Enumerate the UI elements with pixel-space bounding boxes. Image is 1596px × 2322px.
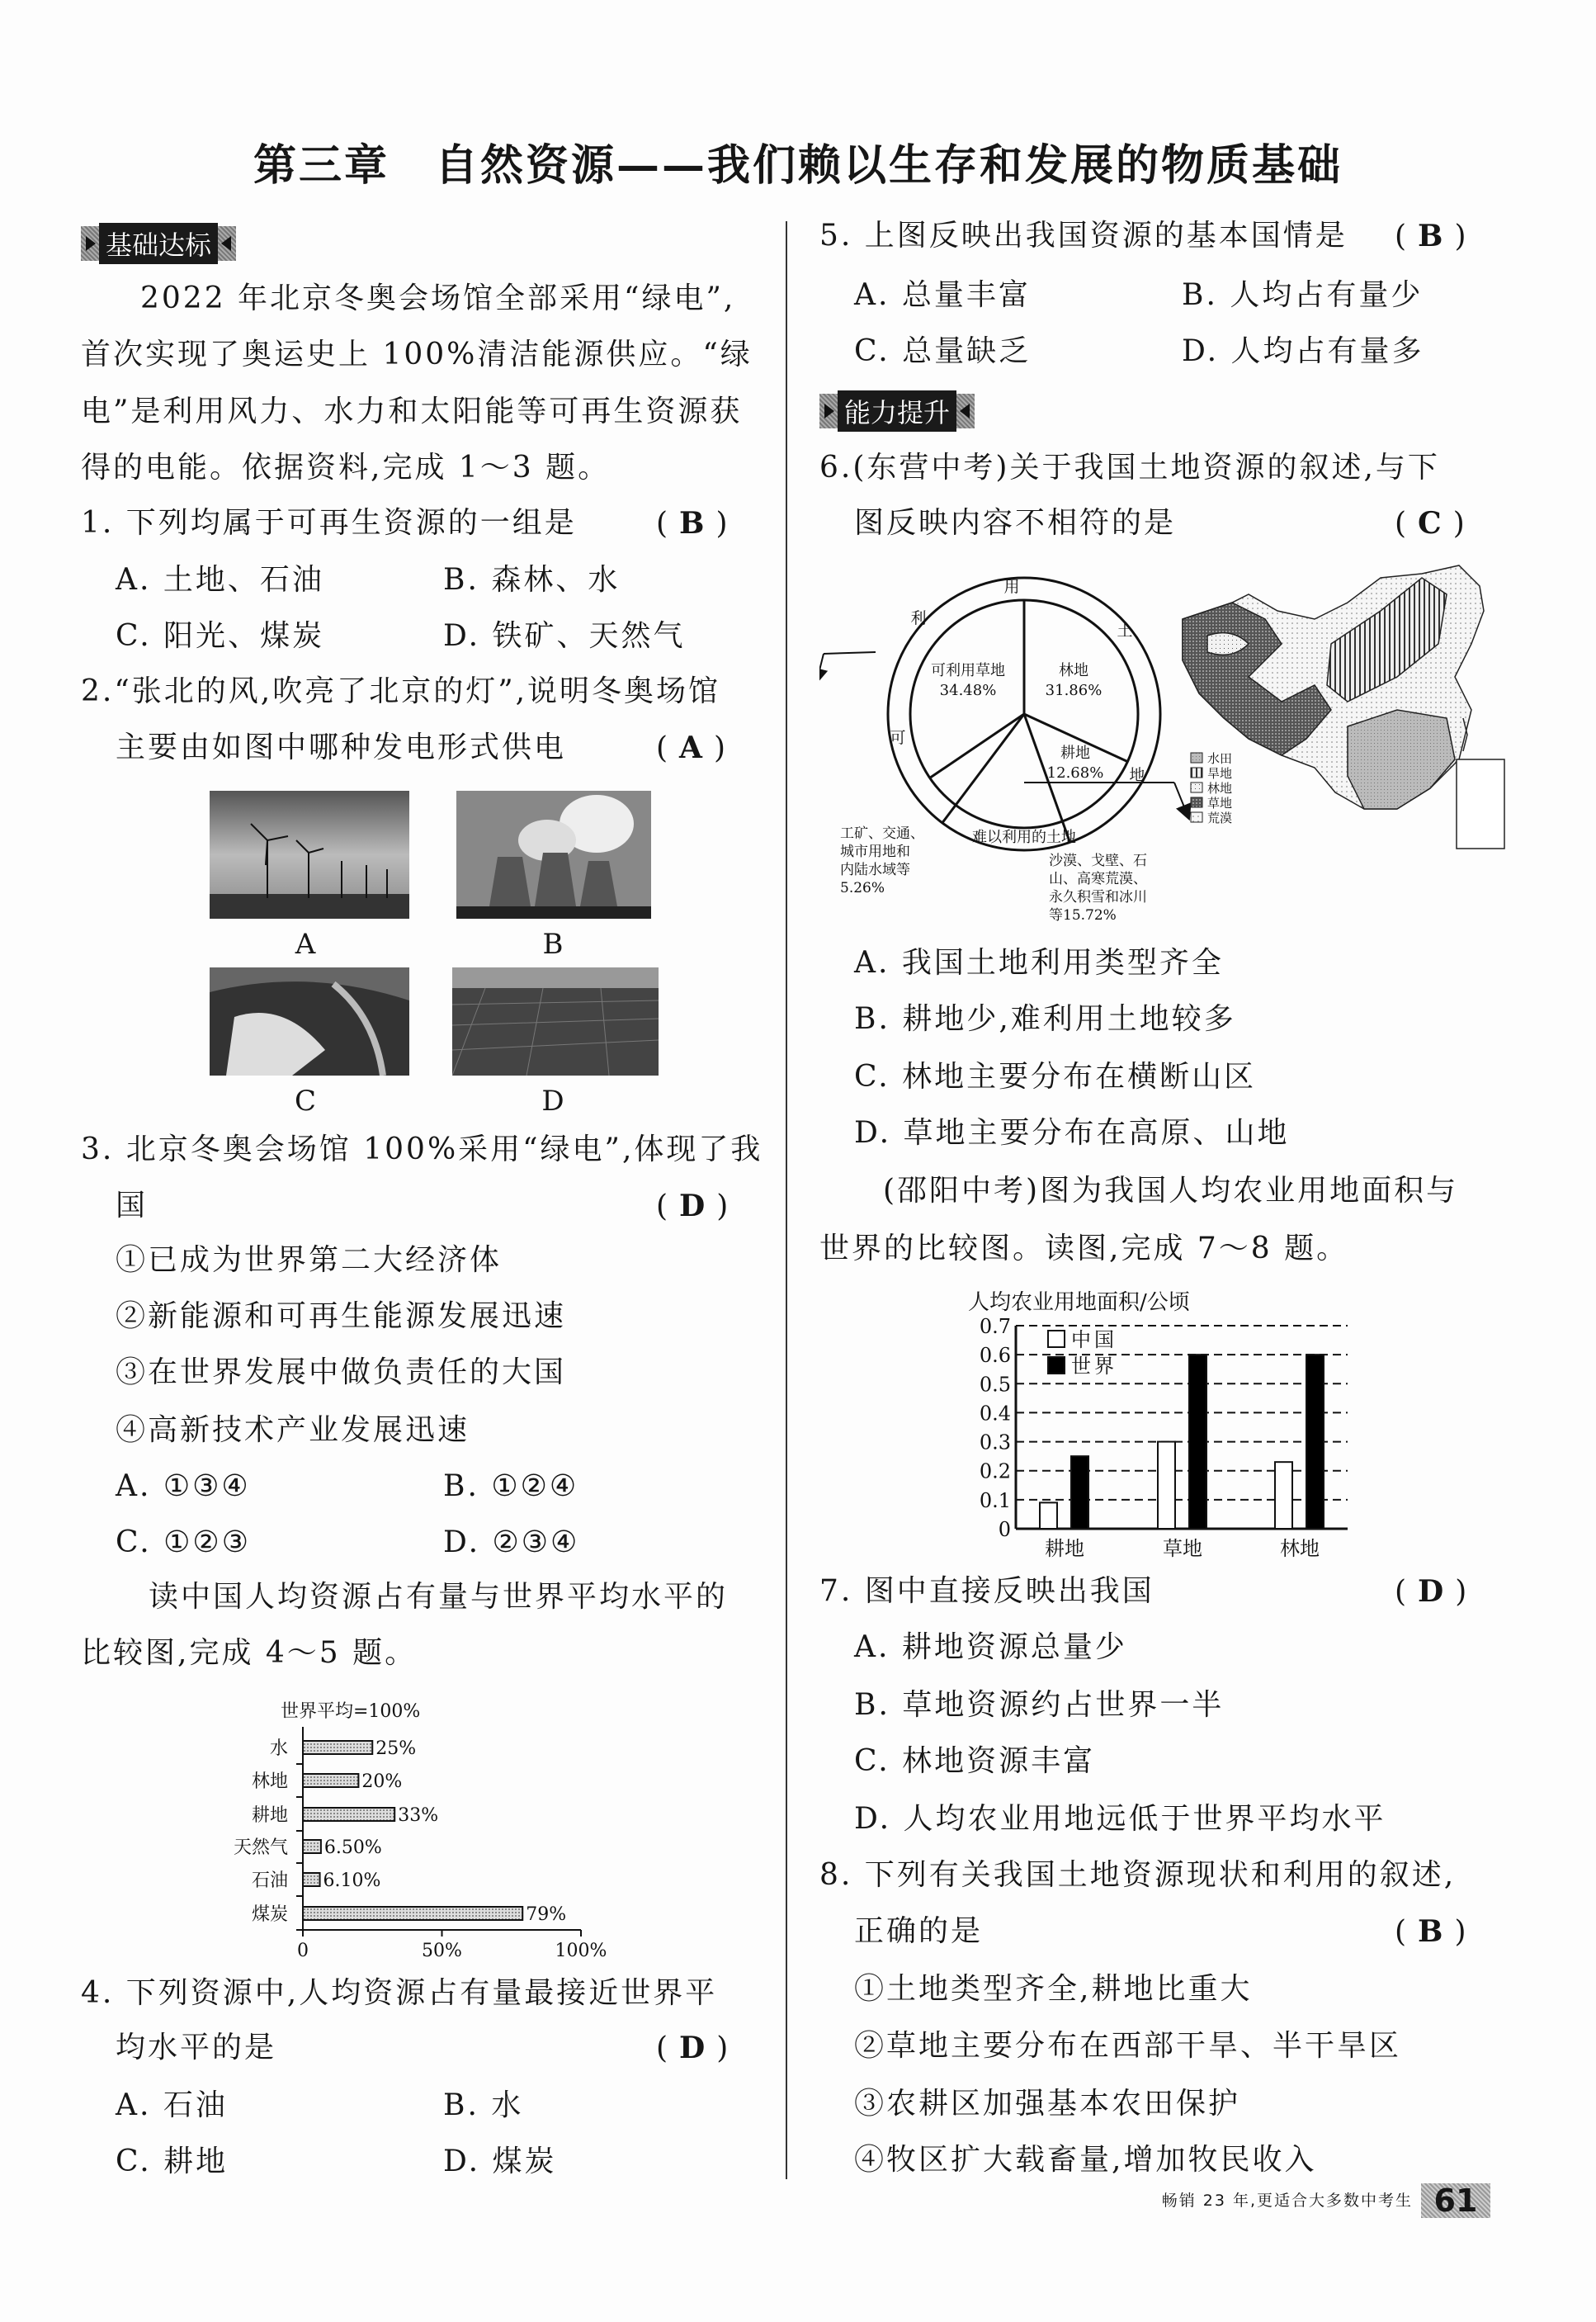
y-tick-label: 0.7 bbox=[979, 1315, 1011, 1338]
photo-caption-b: B bbox=[542, 928, 564, 961]
slice-farmland-label: 耕地 bbox=[1060, 745, 1090, 762]
bar-china bbox=[1275, 1462, 1292, 1529]
triangle-right-icon bbox=[824, 404, 834, 419]
q6-stem: 图反映内容不相符的是 bbox=[854, 506, 1177, 540]
category-label: 林地 bbox=[251, 1771, 288, 1792]
ring-char: 可 bbox=[890, 729, 906, 747]
q7-option-b: B. 草地资源约占世界一半 bbox=[854, 1688, 1225, 1722]
q3-item: ④高新技术产业发展迅速 bbox=[116, 1413, 470, 1447]
x-tick-label: 0 bbox=[297, 1941, 309, 1961]
column-divider bbox=[786, 221, 787, 2179]
q3-option-b: B. ①②④ bbox=[443, 1469, 579, 1503]
q1-option-c: C. 阳光、煤炭 bbox=[116, 619, 325, 653]
slice-grass-label: 可利用草地 bbox=[931, 662, 1005, 679]
section-badge-advanced bbox=[819, 394, 975, 428]
q2-stem: 主要由如图中哪种发电形式供电 bbox=[116, 731, 567, 764]
y-tick-label: 0.5 bbox=[979, 1373, 1011, 1397]
barren-land-label: 沙漠、戈壁、石 bbox=[1049, 853, 1147, 869]
chart-title: 人均农业用地面积/公顷 bbox=[968, 1290, 1190, 1315]
q3-item: ①已成为世界第二大经济体 bbox=[116, 1243, 503, 1277]
category-label: 煤炭 bbox=[251, 1904, 288, 1925]
y-tick-label: 0 bbox=[998, 1518, 1011, 1541]
page-number: 61 bbox=[1421, 2183, 1490, 2218]
q3-option-c: C. ①②③ bbox=[116, 1525, 251, 1559]
data-label: 33% bbox=[398, 1805, 439, 1826]
q3-answer: (D) bbox=[656, 1189, 740, 1223]
x-tick-label: 50% bbox=[422, 1941, 462, 1961]
built-land-label: 内陆水域等 bbox=[840, 862, 910, 878]
q3-stem: 3. 北京冬奥会场馆 100%采用“绿电”,体现了我 bbox=[81, 1133, 763, 1166]
intro-line: 首次实现了奥运史上 100%清洁能源供应。“绿 bbox=[81, 338, 753, 371]
q3-stem: 国 bbox=[116, 1189, 149, 1222]
q7-answer: (D) bbox=[1395, 1574, 1479, 1609]
q2-answer: (A) bbox=[656, 731, 738, 765]
photo-hydropower-dam bbox=[210, 967, 409, 1076]
map-legend-dryland: 旱地 bbox=[1207, 766, 1233, 781]
chapter-title: 第三章 自然资源——我们赖以生存和发展的物质基础 bbox=[253, 140, 1343, 191]
q6-answer: (C) bbox=[1395, 506, 1476, 541]
chart-title: 世界平均=100% bbox=[281, 1701, 421, 1722]
q7-option-a: A. 耕地资源总量少 bbox=[854, 1630, 1127, 1664]
ring-char: 用 bbox=[1003, 578, 1020, 596]
q5-option-d: D. 人均占有量多 bbox=[1182, 334, 1424, 368]
data-label: 6.50% bbox=[323, 1837, 382, 1858]
q3-item: ③在世界发展中做负责任的大国 bbox=[116, 1355, 567, 1389]
ring-char: 地 bbox=[1129, 766, 1145, 784]
bar bbox=[303, 1873, 320, 1886]
q4-stem: 均水平的是 bbox=[116, 2031, 277, 2064]
photo-caption-d: D bbox=[541, 1085, 564, 1118]
y-tick-label: 0.2 bbox=[979, 1459, 1011, 1483]
answer-letter: D bbox=[1418, 1574, 1456, 1609]
data-label: 25% bbox=[375, 1738, 417, 1759]
q6-option-d: D. 草地主要分布在高原、山地 bbox=[854, 1116, 1290, 1150]
slice-farmland-value: 12.68% bbox=[1046, 764, 1104, 782]
slice-grass-value: 34.48% bbox=[939, 682, 997, 699]
bar bbox=[303, 1741, 372, 1754]
y-tick-label: 0.4 bbox=[979, 1402, 1011, 1426]
q1-option-a: A. 土地、石油 bbox=[116, 563, 324, 597]
q1-option-d: D. 铁矿、天然气 bbox=[443, 619, 686, 653]
built-land-label: 城市用地和 bbox=[840, 844, 910, 860]
q8-stem: 8. 下列有关我国土地资源现状和利用的叙述, bbox=[819, 1858, 1457, 1892]
legend-label: 中国 bbox=[1071, 1328, 1117, 1351]
bar bbox=[303, 1774, 358, 1787]
answer-letter: D bbox=[679, 2031, 717, 2065]
triangle-right-icon bbox=[86, 236, 96, 251]
q3-item: ②新能源和可再生能源发展迅速 bbox=[116, 1299, 567, 1333]
q8-item: ②草地主要分布在西部干旱、半干旱区 bbox=[854, 2029, 1402, 2063]
built-land-value: 5.26% bbox=[840, 880, 885, 896]
q8-item: ①土地类型齐全,耕地比重大 bbox=[854, 1972, 1253, 2006]
photo-solar-panels bbox=[452, 967, 659, 1076]
map-legend-forest: 林地 bbox=[1207, 781, 1233, 796]
map-legend-desert: 荒漠 bbox=[1207, 811, 1233, 825]
q5-option-b: B. 人均占有量少 bbox=[1182, 278, 1424, 312]
answer-letter: C bbox=[1418, 506, 1453, 541]
barren-land-label: 永久积雪和冰川 bbox=[1049, 889, 1147, 906]
q6-option-c: C. 林地主要分布在横断山区 bbox=[854, 1060, 1257, 1094]
q7-option-c: C. 林地资源丰富 bbox=[854, 1744, 1096, 1778]
q4-option-c: C. 耕地 bbox=[116, 2145, 229, 2178]
intro3-line: (邵阳中考)图为我国人均农业用地面积与 bbox=[883, 1174, 1459, 1208]
q5-option-c: C. 总量缺乏 bbox=[854, 334, 1032, 368]
intro-line: 得的电能。依据资料,完成 1～3 题。 bbox=[81, 451, 611, 485]
bar bbox=[303, 1808, 394, 1821]
category-label: 石油 bbox=[251, 1870, 288, 1891]
bar bbox=[303, 1840, 321, 1853]
q5-stem: 5. 上图反映出我国资源的基本国情是 bbox=[819, 219, 1348, 253]
slice-forest-label: 林地 bbox=[1059, 662, 1088, 679]
resource-per-capita-chart bbox=[215, 1684, 644, 1965]
q4-answer: (D) bbox=[656, 2031, 740, 2065]
q5-option-a: A. 总量丰富 bbox=[854, 278, 1031, 312]
q8-item: ④牧区扩大载畜量,增加牧民收入 bbox=[854, 2143, 1317, 2177]
photo-thermal-power-plant bbox=[456, 791, 651, 919]
agri-land-per-capita-chart bbox=[957, 1279, 1386, 1564]
bar-china bbox=[1040, 1502, 1057, 1529]
category-label: 耕地 bbox=[1045, 1537, 1084, 1560]
category-label: 耕地 bbox=[251, 1805, 288, 1826]
barren-land-label: 山、高寒荒漠、 bbox=[1049, 871, 1147, 887]
q8-stem: 正确的是 bbox=[854, 1914, 984, 1948]
q8-answer: (B) bbox=[1395, 1914, 1478, 1949]
section-label: 能力提升 bbox=[838, 390, 956, 432]
q6-option-a: A. 我国土地利用类型齐全 bbox=[854, 946, 1224, 980]
intro2-line: 读中国人均资源占有量与世界平均水平的 bbox=[149, 1580, 729, 1614]
category-label: 草地 bbox=[1163, 1537, 1202, 1560]
map-legend-grassland: 草地 bbox=[1207, 796, 1233, 811]
q1-option-b: B. 森林、水 bbox=[443, 563, 621, 597]
category-label: 天然气 bbox=[233, 1837, 288, 1858]
q4-option-a: A. 石油 bbox=[116, 2088, 228, 2122]
answer-letter: A bbox=[679, 731, 714, 765]
bar-china bbox=[1158, 1442, 1175, 1529]
q3-option-a: A. ①③④ bbox=[116, 1469, 251, 1503]
intro-line: 2022 年北京冬奥会场馆全部采用“绿电”, bbox=[140, 281, 736, 315]
map-legend-paddy: 水田 bbox=[1207, 751, 1233, 766]
data-label: 6.10% bbox=[323, 1870, 381, 1891]
q4-option-d: D. 煤炭 bbox=[443, 2145, 557, 2178]
y-tick-label: 0.6 bbox=[979, 1344, 1011, 1368]
barren-land-value: 等15.72% bbox=[1049, 907, 1117, 924]
answer-letter: B bbox=[679, 506, 716, 541]
y-tick-label: 0.1 bbox=[979, 1488, 1011, 1512]
data-label: 79% bbox=[526, 1904, 567, 1925]
q7-option-d: D. 人均农业用地远低于世界平均水平 bbox=[854, 1802, 1386, 1836]
x-tick-label: 100% bbox=[555, 1941, 607, 1961]
intro3-line: 世界的比较图。读图,完成 7～8 题。 bbox=[819, 1232, 1349, 1265]
bar-world bbox=[1306, 1355, 1324, 1529]
q2-stem: 2.“张北的风,吹亮了北京的灯”,说明冬奥场馆 bbox=[81, 674, 721, 708]
bar-world bbox=[1071, 1456, 1088, 1529]
triangle-left-icon bbox=[221, 236, 231, 251]
data-label: 20% bbox=[361, 1771, 403, 1792]
ring-char: 土 bbox=[1117, 622, 1133, 640]
category-label: 水 bbox=[269, 1738, 288, 1759]
q1-answer: (B) bbox=[656, 506, 739, 541]
photo-wind-turbines bbox=[210, 791, 409, 919]
q6-option-b: B. 耕地少,难利用土地较多 bbox=[854, 1002, 1236, 1036]
q8-item: ③农耕区加强基本农田保护 bbox=[854, 2087, 1241, 2121]
slice-forest-value: 31.86% bbox=[1045, 682, 1103, 699]
pie-slice-divider bbox=[942, 714, 1024, 823]
pie-slice-divider bbox=[930, 714, 1024, 778]
legend-swatch bbox=[1048, 1331, 1065, 1347]
section-badge-basic bbox=[81, 226, 236, 261]
answer-letter: D bbox=[679, 1189, 717, 1223]
y-tick-label: 0.3 bbox=[979, 1431, 1011, 1454]
triangle-left-icon bbox=[960, 404, 970, 419]
answer-letter: B bbox=[1418, 1914, 1455, 1949]
answer-letter: B bbox=[1418, 219, 1455, 253]
ring-unusable-label: 难以利用的土地 bbox=[972, 829, 1076, 846]
photo-caption-c: C bbox=[294, 1085, 316, 1118]
land-use-figure bbox=[819, 561, 1521, 933]
built-land-label: 工矿、交通、 bbox=[840, 825, 924, 842]
legend-swatch bbox=[1048, 1357, 1065, 1374]
bar bbox=[303, 1907, 522, 1920]
q5-answer: (B) bbox=[1395, 219, 1478, 253]
q4-option-b: B. 水 bbox=[443, 2088, 524, 2122]
legend-label: 世界 bbox=[1071, 1355, 1117, 1378]
photo-caption-a: A bbox=[295, 928, 316, 961]
q1-stem: 1. 下列均属于可再生资源的一组是 bbox=[81, 506, 577, 540]
bar-world bbox=[1189, 1355, 1206, 1529]
q7-stem: 7. 图中直接反映出我国 bbox=[819, 1574, 1155, 1608]
footer-slogan: 畅销 23 年,更适合大多数中考生 bbox=[1161, 2192, 1413, 2210]
q4-stem: 4. 下列资源中,人均资源占有量最接近世界平 bbox=[81, 1976, 718, 2010]
section-label: 基础达标 bbox=[99, 223, 218, 264]
category-label: 林地 bbox=[1280, 1537, 1320, 1560]
intro-line: 电”是利用风力、水力和太阳能等可再生资源获 bbox=[81, 395, 743, 428]
land-pie-chart bbox=[819, 578, 1187, 850]
q3-option-d: D. ②③④ bbox=[443, 1525, 580, 1559]
ring-char: 利 bbox=[910, 609, 927, 627]
q6-stem: 6.(东营中考)关于我国土地资源的叙述,与下 bbox=[819, 451, 1440, 485]
intro2-line: 比较图,完成 4～5 题。 bbox=[81, 1636, 418, 1670]
